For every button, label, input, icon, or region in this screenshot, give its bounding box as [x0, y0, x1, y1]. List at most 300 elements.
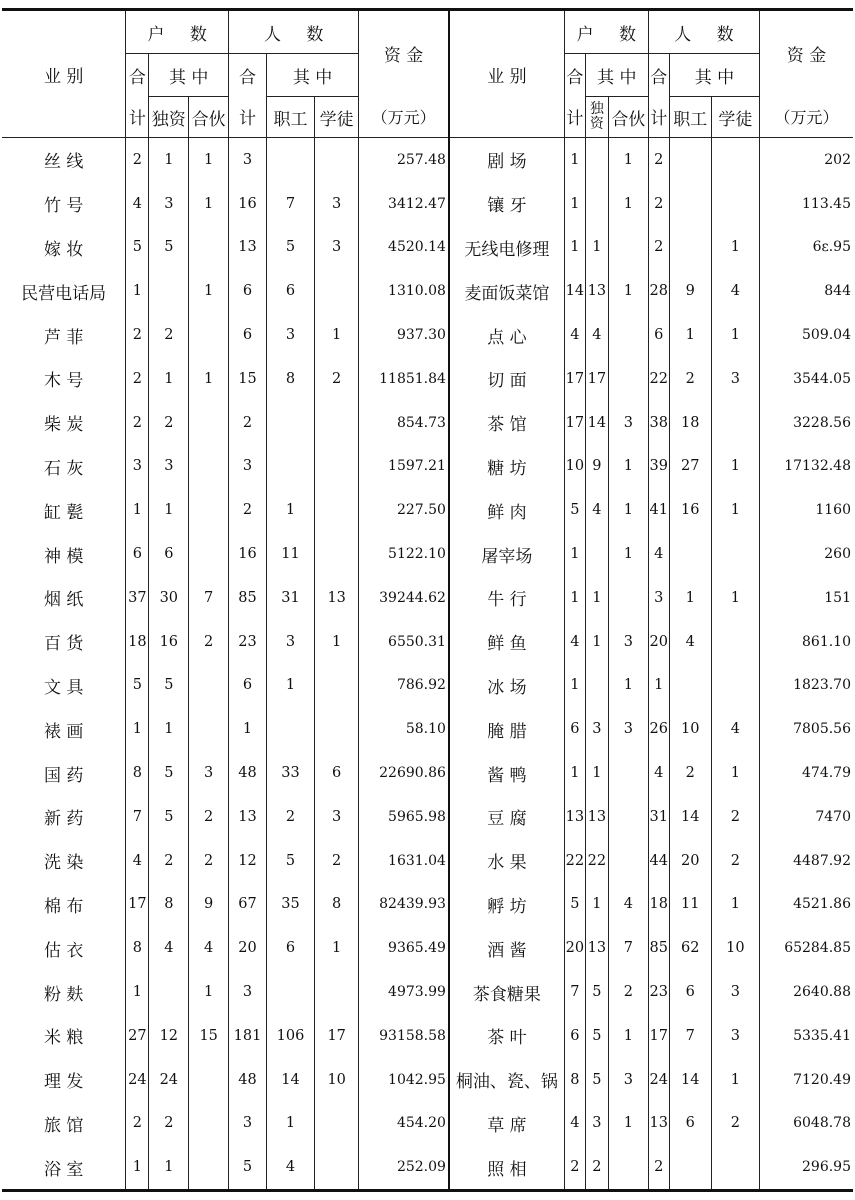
people-apprentice-header: 学徒	[315, 97, 359, 138]
right-households-partner	[608, 576, 648, 620]
left-capital-value: 854.73	[359, 401, 449, 445]
right-households-partner: 1	[608, 1102, 648, 1146]
left-capital-value: 82439.93	[359, 883, 449, 927]
left-people-staff	[266, 138, 314, 182]
households-partner-header-right: 合伙	[608, 97, 648, 138]
left-business-name: 柴 炭	[43, 415, 84, 436]
sole-label: 独资	[589, 100, 604, 132]
right-households-sole: 4	[585, 488, 608, 532]
table-row	[2, 707, 853, 751]
left-business-name: 文 具	[43, 677, 84, 698]
households-of-which-right: 其 中	[585, 54, 648, 97]
right-people-apprentice: 1	[711, 445, 759, 489]
right-people-staff: 11	[669, 883, 711, 927]
right-people-apprentice: 1	[711, 226, 759, 270]
right-households-sole: 22	[585, 839, 608, 883]
right-business-name: 糖 坊	[449, 445, 564, 489]
left-business-name: 理 发	[43, 1072, 84, 1093]
left-business-name: 缸 甏	[43, 502, 84, 523]
business-statistics-table	[2, 8, 853, 1192]
right-households-sole: 1	[585, 226, 608, 270]
left-people-apprentice: 17	[315, 1014, 359, 1058]
left-people-total: 6	[229, 313, 267, 357]
right-people-total: 2	[648, 226, 669, 270]
left-business-name: 石 灰	[43, 458, 84, 479]
right-capital-value: 296.95	[760, 1145, 853, 1190]
right-households-sole: 13	[585, 795, 608, 839]
right-people-staff	[669, 1145, 711, 1190]
right-business-name: 酱 鸭	[449, 751, 564, 795]
right-households-partner: 1	[608, 182, 648, 226]
right-households-sole: 5	[585, 1014, 608, 1058]
left-people-total: 3	[229, 970, 267, 1014]
right-people-total: 38	[648, 401, 669, 445]
right-households-sole: 13	[585, 269, 608, 313]
right-people-total: 31	[648, 795, 669, 839]
left-households-partner: 1	[189, 970, 229, 1014]
left-people-apprentice: 10	[315, 1058, 359, 1102]
table-row	[2, 226, 853, 270]
right-households-total: 2	[564, 1145, 585, 1190]
right-households-total: 4	[564, 620, 585, 664]
left-people-staff: 2	[266, 795, 314, 839]
left-households-partner: 9	[189, 883, 229, 927]
left-capital-value: 786.92	[359, 664, 449, 708]
left-people-staff: 31	[266, 576, 314, 620]
left-capital-value: 4520.14	[359, 226, 449, 270]
right-people-staff: 20	[669, 839, 711, 883]
table-row	[2, 488, 853, 532]
right-people-total: 85	[648, 926, 669, 970]
table-row	[2, 795, 853, 839]
left-households-partner: 2	[189, 839, 229, 883]
people-header: 人 数	[229, 10, 359, 54]
left-people-staff: 5	[266, 226, 314, 270]
right-people-staff: 14	[669, 795, 711, 839]
right-households-total: 20	[564, 926, 585, 970]
left-households-sole: 2	[149, 313, 189, 357]
right-people-staff	[669, 664, 711, 708]
left-households-partner: 15	[189, 1014, 229, 1058]
households-partner-header: 合伙	[189, 97, 229, 138]
households-total-bottom: 计	[126, 97, 149, 138]
right-people-apprentice	[711, 138, 759, 182]
left-capital-value: 1597.21	[359, 445, 449, 489]
table-row	[2, 313, 853, 357]
right-capital-value: 5335.41	[760, 1014, 853, 1058]
left-households-partner: 3	[189, 751, 229, 795]
people-total-bottom: 计	[229, 97, 267, 138]
left-households-partner	[189, 1058, 229, 1102]
right-households-sole: 13	[585, 926, 608, 970]
right-business-name: 点 心	[449, 313, 564, 357]
left-people-staff: 1	[266, 1102, 314, 1146]
left-households-sole: 16	[149, 620, 189, 664]
right-people-staff	[669, 226, 711, 270]
right-capital-value: 1160	[760, 488, 853, 532]
right-people-staff: 1	[669, 313, 711, 357]
left-households-partner	[189, 664, 229, 708]
households-of-which: 其 中	[149, 54, 229, 97]
right-households-sole	[585, 138, 608, 182]
left-business-name: 丝 线	[43, 152, 84, 173]
right-households-sole: 1	[585, 620, 608, 664]
right-households-partner: 3	[608, 707, 648, 751]
right-households-partner	[608, 313, 648, 357]
right-business-name: 鲜 肉	[449, 488, 564, 532]
left-households-total: 2	[126, 313, 149, 357]
left-people-staff: 106	[266, 1014, 314, 1058]
right-households-total: 10	[564, 445, 585, 489]
right-business-name: 切 面	[449, 357, 564, 401]
left-people-total: 15	[229, 357, 267, 401]
right-people-apprentice: 1	[711, 883, 759, 927]
left-people-staff: 1	[266, 488, 314, 532]
right-people-apprentice: 3	[711, 970, 759, 1014]
left-people-staff: 14	[266, 1058, 314, 1102]
right-people-total: 4	[648, 751, 669, 795]
statistics-table-sheet	[2, 8, 853, 1192]
left-business-name: 嫁 妆	[43, 239, 84, 260]
right-capital-value: 3544.05	[760, 357, 853, 401]
left-households-sole: 1	[149, 138, 189, 182]
left-people-total: 6	[229, 664, 267, 708]
right-households-partner: 1	[608, 532, 648, 576]
right-households-sole: 1	[585, 883, 608, 927]
left-people-apprentice: 3	[315, 182, 359, 226]
left-households-sole: 2	[149, 1102, 189, 1146]
left-households-partner	[189, 445, 229, 489]
right-households-total: 1	[564, 532, 585, 576]
left-households-partner	[189, 1145, 229, 1190]
right-people-total: 44	[648, 839, 669, 883]
right-people-staff	[669, 532, 711, 576]
right-people-apprentice	[711, 401, 759, 445]
right-people-total: 28	[648, 269, 669, 313]
left-capital-value: 252.09	[359, 1145, 449, 1190]
left-people-staff: 5	[266, 839, 314, 883]
left-people-staff	[266, 707, 314, 751]
left-business-name: 粉 麸	[43, 984, 84, 1005]
left-people-apprentice: 13	[315, 576, 359, 620]
right-people-total: 23	[648, 970, 669, 1014]
right-people-apprentice: 2	[711, 1102, 759, 1146]
right-households-partner: 3	[608, 620, 648, 664]
right-capital-value: 260	[760, 532, 853, 576]
right-people-apprentice: 2	[711, 795, 759, 839]
left-business-name: 芦 菲	[43, 327, 84, 348]
left-people-apprentice	[315, 1145, 359, 1190]
left-households-total: 1	[126, 269, 149, 313]
right-households-partner: 7	[608, 926, 648, 970]
left-business-name: 国 药	[43, 765, 84, 786]
households-total-top: 合	[126, 54, 149, 97]
left-people-apprentice	[315, 445, 359, 489]
left-households-total: 5	[126, 664, 149, 708]
households-sole-header-right	[585, 97, 608, 138]
right-people-total: 24	[648, 1058, 669, 1102]
left-people-staff: 11	[266, 532, 314, 576]
left-households-partner	[189, 401, 229, 445]
left-households-sole: 1	[149, 488, 189, 532]
left-households-sole: 4	[149, 926, 189, 970]
left-capital-value: 93158.58	[359, 1014, 449, 1058]
left-households-sole: 2	[149, 401, 189, 445]
left-capital-value: 227.50	[359, 488, 449, 532]
right-households-partner: 1	[608, 1014, 648, 1058]
right-households-sole: 1	[585, 576, 608, 620]
left-households-sole	[149, 269, 189, 313]
right-capital-value: 6048.78	[760, 1102, 853, 1146]
left-people-apprentice: 8	[315, 883, 359, 927]
right-people-apprentice: 4	[711, 707, 759, 751]
right-business-name: 剧 场	[449, 138, 564, 182]
right-people-staff: 6	[669, 1102, 711, 1146]
left-households-partner	[189, 1102, 229, 1146]
business-header: 业 别	[2, 10, 126, 138]
left-households-total: 3	[126, 445, 149, 489]
left-people-apprentice: 3	[315, 795, 359, 839]
right-people-total: 2	[648, 182, 669, 226]
right-households-total: 1	[564, 182, 585, 226]
left-capital-value: 1310.08	[359, 269, 449, 313]
left-people-total: 3	[229, 445, 267, 489]
left-households-total: 8	[126, 926, 149, 970]
people-header-right: 人 数	[648, 10, 759, 54]
right-households-partner: 1	[608, 664, 648, 708]
left-capital-value: 9365.49	[359, 926, 449, 970]
right-people-staff: 10	[669, 707, 711, 751]
people-of-which-right: 其 中	[669, 54, 759, 97]
left-people-apprentice	[315, 401, 359, 445]
left-people-apprentice	[315, 488, 359, 532]
left-households-sole: 2	[149, 839, 189, 883]
right-people-staff	[669, 138, 711, 182]
left-business-name: 木 号	[43, 371, 84, 392]
right-households-total: 17	[564, 357, 585, 401]
left-households-total: 24	[126, 1058, 149, 1102]
left-households-partner: 7	[189, 576, 229, 620]
capital-header-right: 资 金	[760, 10, 853, 97]
table-row	[2, 926, 853, 970]
left-people-apprentice	[315, 269, 359, 313]
left-business-name: 浴 室	[2, 1145, 126, 1190]
right-households-total: 6	[564, 707, 585, 751]
right-people-total: 41	[648, 488, 669, 532]
people-staff-header-right: 职工	[669, 97, 711, 138]
right-people-apprentice	[711, 1145, 759, 1190]
right-households-sole: 3	[585, 1102, 608, 1146]
right-households-sole: 4	[585, 313, 608, 357]
right-business-name: 麦面饭菜馆	[449, 269, 564, 313]
left-capital-value: 58.10	[359, 707, 449, 751]
left-people-total: 13	[229, 795, 267, 839]
right-people-total: 4	[648, 532, 669, 576]
people-apprentice-header-right: 学徒	[711, 97, 759, 138]
right-households-partner: 4	[608, 883, 648, 927]
left-households-partner: 2	[189, 795, 229, 839]
households-sole-header: 独资	[149, 97, 189, 138]
people-of-which: 其 中	[266, 54, 358, 97]
left-capital-value: 257.48	[359, 138, 449, 182]
left-business-name: 神 模	[43, 546, 84, 567]
left-people-total: 2	[229, 488, 267, 532]
right-business-name: 水 果	[449, 839, 564, 883]
right-people-staff: 6	[669, 970, 711, 1014]
right-households-sole: 17	[585, 357, 608, 401]
left-capital-value: 4973.99	[359, 970, 449, 1014]
left-households-total: 2	[126, 401, 149, 445]
right-people-apprentice: 2	[711, 839, 759, 883]
left-people-apprentice: 2	[315, 839, 359, 883]
left-people-total: 20	[229, 926, 267, 970]
right-households-sole	[585, 182, 608, 226]
left-people-total: 48	[229, 751, 267, 795]
right-households-partner	[608, 839, 648, 883]
left-households-sole	[149, 970, 189, 1014]
right-people-apprentice: 1	[711, 751, 759, 795]
table-body	[2, 138, 853, 1191]
left-people-apprentice: 1	[315, 620, 359, 664]
left-people-apprentice: 2	[315, 357, 359, 401]
left-people-staff: 6	[266, 269, 314, 313]
right-capital-value: 861.10	[760, 620, 853, 664]
right-capital-value: 6ε.95	[760, 226, 853, 270]
right-capital-value: 4487.92	[760, 839, 853, 883]
right-people-staff: 14	[669, 1058, 711, 1102]
right-households-partner: 2	[608, 970, 648, 1014]
left-people-staff: 6	[266, 926, 314, 970]
right-households-total: 1	[564, 138, 585, 182]
right-households-sole	[585, 532, 608, 576]
right-households-sole: 9	[585, 445, 608, 489]
right-people-staff: 27	[669, 445, 711, 489]
right-business-name: 照 相	[449, 1145, 564, 1190]
left-households-partner	[189, 488, 229, 532]
households-total-bottom-right: 计	[564, 97, 585, 138]
left-households-sole: 1	[149, 1145, 189, 1190]
table-row	[2, 1058, 853, 1102]
right-people-staff	[669, 182, 711, 226]
left-people-staff	[266, 970, 314, 1014]
right-households-total: 22	[564, 839, 585, 883]
left-households-total: 1	[126, 970, 149, 1014]
left-people-staff: 1	[266, 664, 314, 708]
right-capital-value: 7805.56	[760, 707, 853, 751]
left-people-total: 16	[229, 182, 267, 226]
left-people-total: 6	[229, 269, 267, 313]
left-people-total: 23	[229, 620, 267, 664]
households-header: 户 数	[126, 10, 229, 54]
left-people-apprentice: 1	[315, 926, 359, 970]
right-households-total: 6	[564, 1014, 585, 1058]
right-people-total: 2	[648, 1145, 669, 1190]
households-header-right: 户 数	[564, 10, 648, 54]
right-households-sole: 5	[585, 970, 608, 1014]
right-capital-value: 474.79	[760, 751, 853, 795]
right-households-partner: 1	[608, 445, 648, 489]
right-business-name: 鲜 鱼	[449, 620, 564, 664]
right-households-sole: 5	[585, 1058, 608, 1102]
left-households-sole: 30	[149, 576, 189, 620]
table-row	[2, 620, 853, 664]
right-business-name: 腌 腊	[449, 707, 564, 751]
left-households-total: 2	[126, 138, 149, 182]
left-people-total: 16	[229, 532, 267, 576]
right-business-name: 茶 馆	[449, 401, 564, 445]
left-households-sole: 12	[149, 1014, 189, 1058]
left-capital-value: 3412.47	[359, 182, 449, 226]
right-business-name: 无线电修理	[449, 226, 564, 270]
left-households-partner	[189, 313, 229, 357]
left-capital-value: 5122.10	[359, 532, 449, 576]
right-households-sole: 3	[585, 707, 608, 751]
left-households-partner	[189, 707, 229, 751]
left-capital-value: 454.20	[359, 1102, 449, 1146]
left-business-name: 裱 画	[43, 721, 84, 742]
left-households-total: 7	[126, 795, 149, 839]
right-households-partner: 1	[608, 138, 648, 182]
people-total-top: 合	[229, 54, 267, 97]
left-capital-value: 1042.95	[359, 1058, 449, 1102]
right-households-partner: 3	[608, 1058, 648, 1102]
left-households-sole: 8	[149, 883, 189, 927]
right-households-total: 8	[564, 1058, 585, 1102]
right-households-partner: 3	[608, 401, 648, 445]
right-people-total: 39	[648, 445, 669, 489]
table-row	[2, 445, 853, 489]
left-households-total: 2	[126, 1102, 149, 1146]
right-people-staff: 18	[669, 401, 711, 445]
right-households-partner	[608, 751, 648, 795]
left-households-partner: 4	[189, 926, 229, 970]
right-people-apprentice	[711, 532, 759, 576]
left-people-staff: 35	[266, 883, 314, 927]
left-people-total: 5	[229, 1145, 267, 1190]
left-people-staff: 33	[266, 751, 314, 795]
left-business-name: 估 衣	[43, 940, 84, 961]
table-row	[2, 1102, 853, 1146]
left-capital-value: 39244.62	[359, 576, 449, 620]
table-row	[2, 664, 853, 708]
right-households-partner: 1	[608, 488, 648, 532]
left-households-total: 17	[126, 883, 149, 927]
right-business-name: 牛 行	[449, 576, 564, 620]
left-households-sole: 1	[149, 357, 189, 401]
left-households-total: 2	[126, 357, 149, 401]
right-people-total: 6	[648, 313, 669, 357]
right-capital-value: 202	[760, 138, 853, 182]
left-households-total: 27	[126, 1014, 149, 1058]
table-row	[2, 357, 853, 401]
left-people-apprentice: 6	[315, 751, 359, 795]
left-people-total: 13	[229, 226, 267, 270]
right-households-partner	[608, 226, 648, 270]
right-capital-value: 4521.86	[760, 883, 853, 927]
table-row	[2, 883, 853, 927]
left-people-staff: 3	[266, 620, 314, 664]
left-people-total: 67	[229, 883, 267, 927]
right-business-name: 镶 牙	[449, 182, 564, 226]
right-people-apprentice	[711, 620, 759, 664]
capital-unit-header: （万元）	[359, 97, 449, 138]
right-people-apprentice: 10	[711, 926, 759, 970]
right-households-total: 1	[564, 576, 585, 620]
left-households-total: 37	[126, 576, 149, 620]
people-total-bottom-right: 计	[648, 97, 669, 138]
left-households-total: 6	[126, 532, 149, 576]
right-people-total: 18	[648, 883, 669, 927]
